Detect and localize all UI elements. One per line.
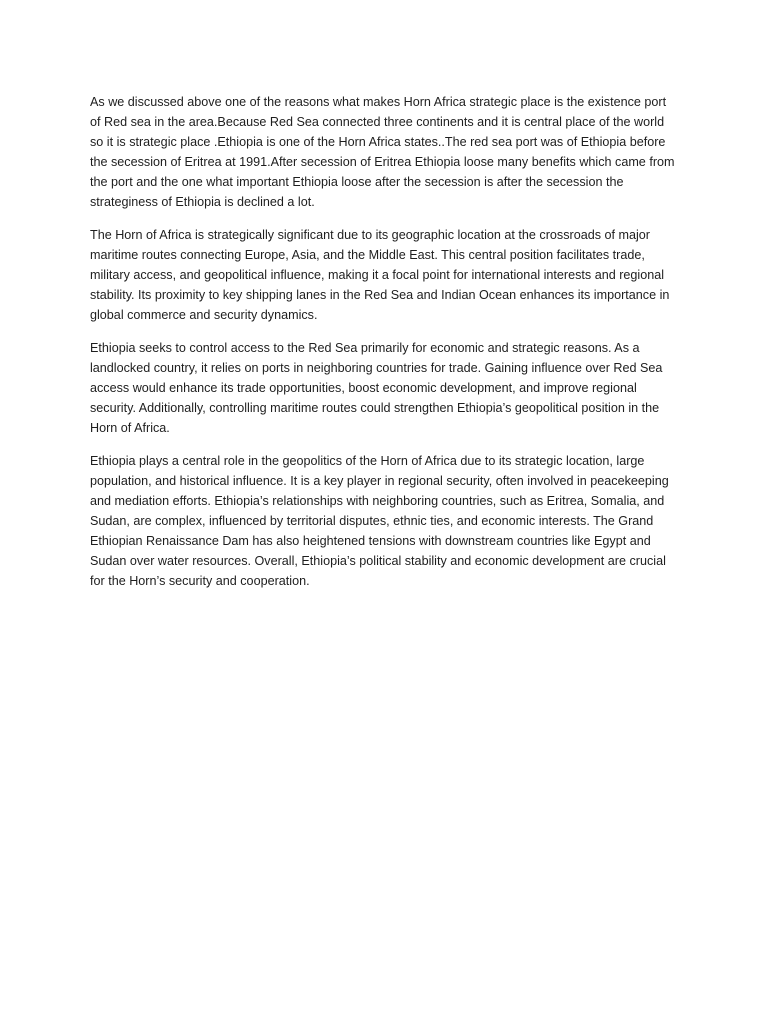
paragraph-ethiopia-geopolitics: Ethiopia plays a central role in the geopolitics of the Horn of Africa due to its strategic location, large population, and historical influence. It is a key player in regional security, often involved in peacekeeping and mediation efforts. Ethiopia’s relationships with neighboring countries, such as Eritrea, Somalia, and Sudan, are complex, influenced by territorial disputes, ethnic ties, and economic interests. The Grand Ethiopian Renaissance Dam has also heightened tensions with downstream countries like Egypt and Sudan over water resources. Overall, Ethiopia’s political stability and economic development are crucial for the Horn’s security and cooperation.	[90, 454, 669, 588]
paragraph-red-sea-port: As we discussed above one of the reasons what makes Horn Africa strategic place is the existence port of Red sea in the area.Because Red Sea connected three continents and it is central place of the world so it is strategic place .Ethiopia is one of the Horn Africa states..The red sea port was of Ethiopia before the secession of Eritrea at 1991.After secession of Eritrea Ethiopia loose many benefits which came from the port and the one what important Ethiopia loose after the secession is after the secession the strateginess of Ethiopia is declined a lot.	[90, 95, 675, 209]
paragraph-horn-significance: The Horn of Africa is strategically significant due to its geographic location at the crossroads of major maritime routes connecting Europe, Asia, and the Middle East. This central position facilitates trade, military access, and geopolitical influence, making it a focal point for international interests and regional stability. Its proximity to key shipping lanes in the Red Sea and Indian Ocean enhances its importance in global commerce and security dynamics.	[90, 228, 670, 322]
paragraph-ethiopia-red-sea-access: Ethiopia seeks to control access to the Red Sea primarily for economic and strategic reasons. As a landlocked country, it relies on ports in neighboring countries for trade. Gaining influence over Red Sea access would enhance its trade opportunities, boost economic development, and improve regional security. Additionally, controlling maritime routes could strengthen Ethiopia’s geopolitical position in the Horn of Africa.	[90, 341, 663, 435]
document-body	[90, 92, 680, 604]
